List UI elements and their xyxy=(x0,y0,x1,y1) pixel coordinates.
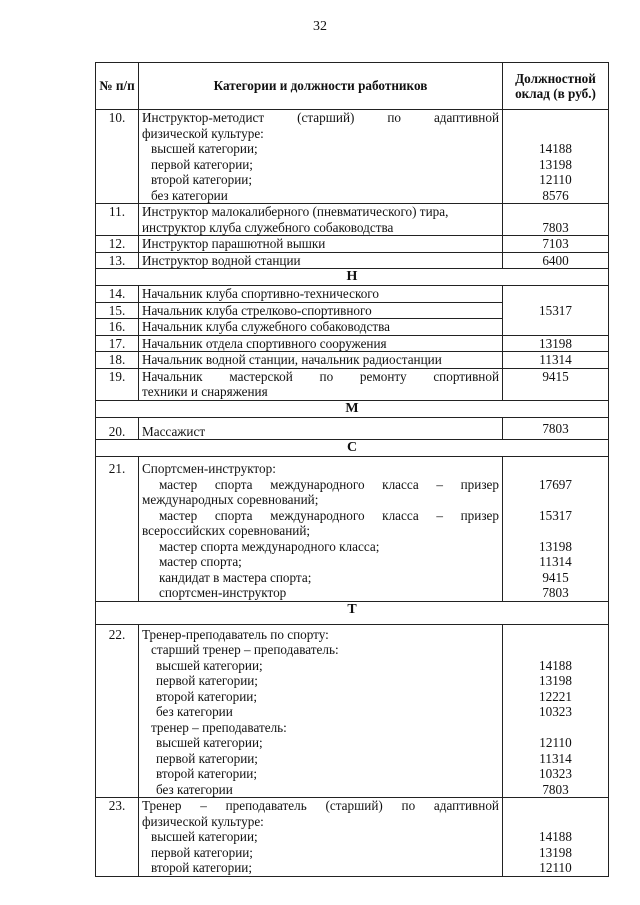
category-text: без категории xyxy=(156,781,233,797)
row-number: 20. xyxy=(96,417,139,440)
table-row xyxy=(96,252,609,269)
table-row xyxy=(96,352,609,369)
salary-value: 13198 xyxy=(539,673,572,688)
salary-value: 14188 xyxy=(539,141,572,156)
category-text: первой категории; xyxy=(156,750,258,766)
salary-value: 12110 xyxy=(539,860,572,875)
category-text: высшей категории; xyxy=(156,657,263,673)
salary-value: 17697 xyxy=(539,476,572,492)
salary-value: 13198 xyxy=(539,538,572,554)
table-row xyxy=(96,457,609,602)
row-position xyxy=(139,204,503,236)
category-text: всероссийских соревнований; xyxy=(142,523,311,538)
section-letter-text: Т xyxy=(347,601,357,617)
row-number: 19. xyxy=(96,368,139,400)
salary-value: 9415 xyxy=(542,569,569,585)
section-letter: Н xyxy=(96,269,609,286)
section-row xyxy=(96,601,609,624)
row-number: 17. xyxy=(96,335,139,352)
position-text: Спортсмен-инструктор: xyxy=(142,461,276,476)
table-header-row xyxy=(96,63,609,110)
category-text: без категории xyxy=(156,704,233,719)
category-text: второй категории; xyxy=(156,766,258,781)
row-position: Начальник клуба спортивно-технического xyxy=(139,286,503,303)
salary-value: 14188 xyxy=(539,657,572,673)
section-row xyxy=(96,440,609,457)
table-row xyxy=(96,624,609,798)
position-text: Инструктор малокалиберного (пневматического) тира, xyxy=(142,204,449,219)
salary-value: 12110 xyxy=(539,172,572,187)
row-salary xyxy=(503,798,609,877)
category-text: без категории xyxy=(151,187,228,203)
row-number: 22. xyxy=(96,624,139,798)
position-text: Начальник мастерской по ремонту спортивной xyxy=(142,368,499,384)
salary-value: 13198 xyxy=(539,156,572,172)
row-salary: 7803 xyxy=(503,204,609,236)
header-salary: Должностной оклад (в руб.) xyxy=(503,63,609,110)
row-position xyxy=(139,624,503,798)
salary-value: 10323 xyxy=(539,766,572,781)
category-text: мастер спорта международного класса; xyxy=(159,538,380,554)
header-number: № п/п xyxy=(96,63,139,110)
salary-value: 13198 xyxy=(539,844,572,860)
row-salary: 7803 xyxy=(503,417,609,440)
salary-value: 14188 xyxy=(539,829,572,844)
row-number: 15. xyxy=(96,302,139,319)
header-position: Категории и должности работников xyxy=(139,63,503,110)
salary-value: 11314 xyxy=(539,554,572,569)
row-position xyxy=(139,368,503,400)
position-text: Тренер-преподаватель по спорту: xyxy=(142,626,329,642)
salary-value: 15317 xyxy=(539,507,572,523)
position-text: Инструктор-методист (старший) по адаптивной xyxy=(142,110,499,125)
row-position: Начальник клуба служебного собаководства xyxy=(139,319,503,336)
table-row xyxy=(96,236,609,253)
row-number: 10. xyxy=(96,110,139,204)
section-letter xyxy=(96,601,609,624)
row-position: Инструктор водной станции xyxy=(139,252,503,269)
row-position: Начальник отдела спортивного сооружения xyxy=(139,335,503,352)
section-row xyxy=(96,269,609,286)
position-text: Тренер – преподаватель (старший) по адаптивной xyxy=(142,798,499,813)
table-row xyxy=(96,368,609,400)
category-text: кандидат в мастера спорта; xyxy=(159,569,312,585)
row-position xyxy=(139,457,503,602)
row-number: 14. xyxy=(96,286,139,303)
row-number: 23. xyxy=(96,798,139,877)
category-text: второй категории; xyxy=(151,172,253,187)
row-salary: 9415 xyxy=(503,368,609,400)
position-text: техники и снаряжения xyxy=(142,384,268,399)
category-text: первой категории; xyxy=(156,673,258,688)
salary-value: 7803 xyxy=(542,585,569,600)
row-position: Массажист xyxy=(139,417,503,440)
row-position: Начальник клуба стрелково-спортивного xyxy=(139,302,503,319)
row-position xyxy=(139,110,503,204)
category-text: мастер спорта; xyxy=(159,554,242,569)
category-text: международных соревнований; xyxy=(142,492,319,507)
row-salary: 6400 xyxy=(503,252,609,269)
table-row xyxy=(96,417,609,440)
category-text: второй категории; xyxy=(151,860,253,875)
row-number: 18. xyxy=(96,352,139,369)
row-salary: 7103 xyxy=(503,236,609,253)
salary-value: 8576 xyxy=(542,187,569,203)
salary-value: 10323 xyxy=(539,704,572,719)
table-row xyxy=(96,204,609,236)
category-text: спортсмен-инструктор xyxy=(159,585,287,600)
row-number: 12. xyxy=(96,236,139,253)
salary-value: 7803 xyxy=(542,781,569,797)
subposition-text: старший тренер – преподаватель: xyxy=(151,642,339,657)
row-position: Начальник водной станции, начальник радиостанции xyxy=(139,352,503,369)
row-number: 11. xyxy=(96,204,139,236)
category-text: высшей категории; xyxy=(151,829,258,844)
row-number: 16. xyxy=(96,319,139,336)
position-text: инструктор клуба служебного собаководства xyxy=(142,219,394,235)
category-text: высшей категории; xyxy=(151,141,258,156)
table-row xyxy=(96,335,609,352)
position-text: физической культуре: xyxy=(142,125,264,141)
table-row xyxy=(96,110,609,204)
category-text: мастер спорта международного класса – призер xyxy=(159,476,499,492)
category-text: второй категории; xyxy=(156,688,258,704)
row-salary: 11314 xyxy=(503,352,609,369)
position-text: физической культуре: xyxy=(142,813,264,829)
category-text: первой категории; xyxy=(151,156,253,172)
category-text: первой категории; xyxy=(151,844,253,860)
page-number: 32 xyxy=(313,19,327,34)
table-row xyxy=(96,286,609,303)
row-salary xyxy=(503,624,609,798)
row-salary xyxy=(503,110,609,204)
row-salary: 15317 xyxy=(503,286,609,336)
salary-value: 12110 xyxy=(539,735,572,750)
salary-table xyxy=(95,62,609,877)
row-position: Инструктор парашютной вышки xyxy=(139,236,503,253)
subposition-text: тренер – преподаватель: xyxy=(151,719,287,735)
salary-value: 12221 xyxy=(539,688,572,704)
row-salary: 13198 xyxy=(503,335,609,352)
section-letter: С xyxy=(96,440,609,457)
row-number: 13. xyxy=(96,252,139,269)
table-row xyxy=(96,798,609,877)
category-text: высшей категории; xyxy=(156,735,263,750)
row-number: 21. xyxy=(96,457,139,602)
row-position xyxy=(139,798,503,877)
category-text: мастер спорта международного класса – призер xyxy=(159,507,499,523)
row-salary xyxy=(503,457,609,602)
section-row xyxy=(96,400,609,417)
section-letter: М xyxy=(96,400,609,417)
salary-value: 11314 xyxy=(539,750,572,766)
